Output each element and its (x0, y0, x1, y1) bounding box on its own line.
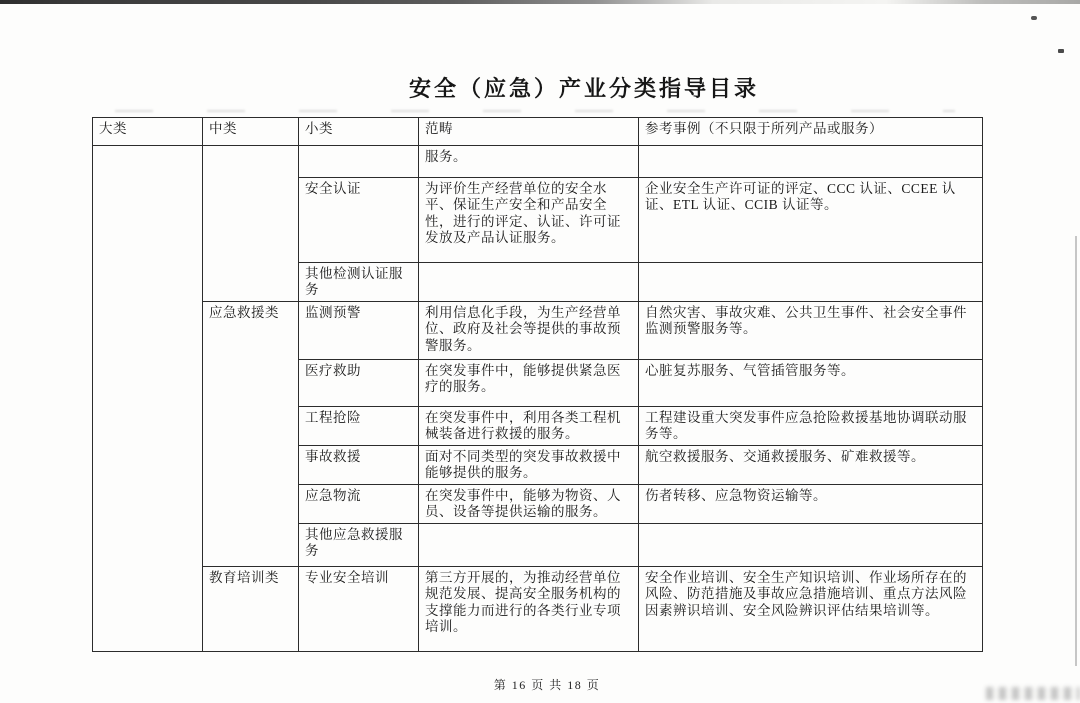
cell-examples: 企业安全生产许可证的评定、CCC 认证、CCEE 认证、ETL 认证、CCIB 认证等。 (639, 178, 983, 263)
cell-scope: 第三方开展的，为推动经营单位规范发展、提高安全服务机构的支撑能力而进行的各类行业专项培训。 (419, 567, 639, 652)
classification-table (92, 117, 983, 652)
cell-small-category: 安全认证 (299, 178, 419, 263)
cell-scope: 为评价生产经营单位的安全水平、保证生产安全和产品安全性，进行的评定、认证、许可证发放及产品认证服务。 (419, 178, 639, 263)
table-row (93, 146, 983, 178)
cell-scope: 在突发事件中，能够为物资、人员、设备等提供运输的服务。 (419, 485, 639, 524)
col-header-major-category: 大类 (93, 118, 203, 146)
cell-small-category: 工程抢险 (299, 407, 419, 446)
col-header-middle-category: 中类 (203, 118, 299, 146)
cell-major-category (93, 146, 203, 652)
cell-examples (639, 146, 983, 178)
scan-speck-artifact (1031, 16, 1037, 20)
col-header-scope: 范畴 (419, 118, 639, 146)
col-header-examples: 参考事例（不只限于所列产品或服务） (639, 118, 983, 146)
cell-small-category: 医疗救助 (299, 360, 419, 407)
scan-top-edge-artifact (0, 0, 1080, 4)
cell-small-category: 专业安全培训 (299, 567, 419, 652)
cell-examples (639, 524, 983, 567)
cell-small-category: 其他检测认证服务 (299, 263, 419, 302)
cell-small-category: 事故救援 (299, 446, 419, 485)
cell-examples: 航空救援服务、交通救援服务、矿难救援等。 (639, 446, 983, 485)
cell-scope (419, 263, 639, 302)
scan-right-line-artifact (1075, 236, 1077, 666)
table-row (93, 567, 983, 652)
cell-middle-category-education-training: 教育培训类 (203, 567, 299, 652)
cell-small-category (299, 146, 419, 178)
table-row (93, 302, 983, 360)
document-title: 安全（应急）产业分类指导目录 (408, 76, 759, 101)
cell-middle-category-blank (203, 146, 299, 302)
scan-ghost-streak-artifact (115, 110, 955, 112)
cell-middle-category-emergency-rescue: 应急救援类 (203, 302, 299, 567)
cell-examples: 伤者转移、应急物资运输等。 (639, 485, 983, 524)
cell-examples (639, 263, 983, 302)
cell-examples: 自然灾害、事故灾难、公共卫生事件、社会安全事件监测预警服务等。 (639, 302, 983, 360)
table-header-row (93, 118, 983, 146)
cell-scope: 在突发事件中，利用各类工程机械装备进行救援的服务。 (419, 407, 639, 446)
cell-examples: 安全作业培训、安全生产知识培训、作业场所存在的风险、防范措施及事故应急措施培训、重点方法风险因素辨识培训、安全风险辨识评估结果培训等。 (639, 567, 983, 652)
scan-speck-artifact (1058, 49, 1064, 53)
cell-examples: 工程建设重大突发事件应急抢险救援基地协调联动服务等。 (639, 407, 983, 446)
cell-scope: 利用信息化手段，为生产经营单位、政府及社会等提供的事故预警服务。 (419, 302, 639, 360)
cell-scope: 服务。 (419, 146, 639, 178)
cell-small-category: 其他应急救援服务 (299, 524, 419, 567)
cell-examples: 心脏复苏服务、气管插管服务等。 (639, 360, 983, 407)
page-number: 第 16 页 共 18 页 (493, 678, 601, 692)
cell-small-category: 应急物流 (299, 485, 419, 524)
cell-small-category: 监测预警 (299, 302, 419, 360)
col-header-small-category: 小类 (299, 118, 419, 146)
cell-scope (419, 524, 639, 567)
cell-scope: 在突发事件中，能够提供紧急医疗的服务。 (419, 360, 639, 407)
cell-scope: 面对不同类型的突发事故救援中能够提供的服务。 (419, 446, 639, 485)
